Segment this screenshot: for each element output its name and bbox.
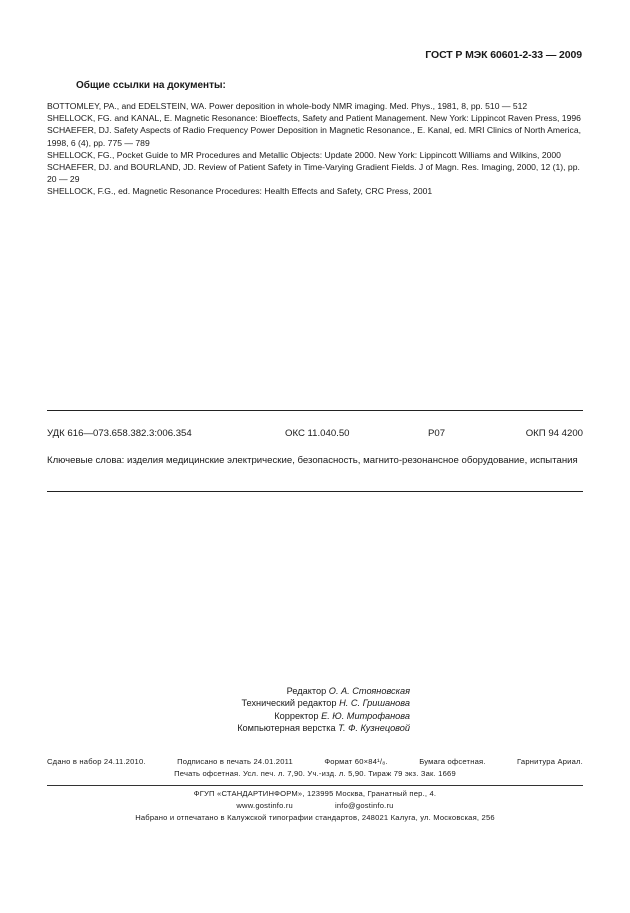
publisher-contacts [47, 800, 583, 812]
references-heading: Общие ссылки на документы: [76, 80, 226, 91]
reference-item: SHELLOCK, FG. and KANAL, E. Magnetic Resonance: Bioeffects, Safety and Patient Management. New York: Lippincot Raven Press, 1996 [47, 113, 581, 124]
staff-line [180, 710, 410, 722]
classification-row [47, 428, 583, 442]
oks-code: ОКС 11.040.50 [285, 428, 350, 439]
staff-line [180, 722, 410, 734]
editorial-staff [180, 685, 410, 734]
staff-role: Редактор [286, 686, 327, 696]
staff-name: Н. С. Гришанова [339, 698, 410, 709]
staff-role: Технический редактор [241, 698, 337, 709]
divider-top [47, 410, 583, 411]
reference-item: SHELLOCK, FG., Pocket Guide to MR Procedures and Metallic Objects: Update 2000. New York: Lippincott Williams and Wilkins, 2000 [47, 149, 561, 160]
imprint-line-1 [47, 756, 583, 768]
printing-house: Набрано и отпечатано в Калужской типографии стандартов, 248021 Калуга, ул. Московская, 256 [135, 813, 495, 823]
reference-item: BOTTOMLEY, PA., and EDELSTEIN, WA. Power deposition in whole-body NMR imaging. Med. Phys., 1981, 8, pp. 510 — 512 [47, 101, 528, 111]
references-list [47, 100, 583, 198]
keywords: Ключевые слова: изделия медицинские электрические, безопасность, магнито-резонансное оборудование, испытания [47, 455, 578, 466]
okp-code: ОКП 94 4200 [525, 428, 583, 439]
staff-name: Е. Ю. Митрофанова [321, 710, 410, 721]
staff-name: О. А. Стояновская [328, 686, 410, 696]
imprint-part: Бумага офсетная. [419, 757, 486, 766]
reference-item: SCHAEFER, DJ. Safety Aspects of Radio Frequency Power Deposition in Magnetic Resonance., E. Kanal, ed. MRI Clinics of North America, 1998, 6 (4), pp. 775 — 789 [47, 125, 581, 148]
imprint-part: Формат 60×84¹/₈. [324, 757, 388, 766]
publisher-name-address: ФГУП «СТАНДАРТИНФОРМ», 123995 Москва, Гранатный пер., 4. [193, 789, 437, 798]
staff-line [180, 697, 410, 709]
print-imprint [47, 756, 583, 780]
staff-role: Корректор [274, 710, 319, 721]
staff-line [180, 685, 410, 697]
staff-role: Компьютерная верстка [237, 722, 336, 733]
imprint-part: Гарнитура Ариал. [517, 757, 583, 766]
udk-code: УДК 616—073.658.382.3:006.354 [47, 428, 192, 439]
reference-item: SHELLOCK, F.G., ed. Magnetic Resonance Procedures: Health Effects and Safety, CRC Press, 2001 [47, 186, 433, 197]
group-code: Р07 [428, 428, 446, 439]
imprint-line-2: Печать офсетная. Усл. печ. л. 7,90. Уч.-изд. л. 5,90. Тираж 79 экз. Зак. 1669 [174, 769, 456, 778]
divider-publisher [47, 785, 583, 786]
publisher-email: info@gostinfo.ru [334, 801, 394, 811]
staff-name: Т. Ф. Кузнецовой [338, 722, 410, 733]
publisher-website: www.gostinfo.ru [236, 801, 293, 811]
publisher-info [47, 788, 583, 825]
divider-bottom [47, 491, 583, 492]
standard-code-header: ГОСТ Р МЭК 60601-2-33 — 2009 [425, 49, 582, 61]
reference-item: SCHAEFER, DJ. and BOURLAND, JD. Review of Patient Safety in Time-Varying Gradient Fields. J of Magn. Res. Imaging, 2000, 12 (1), pp. 20 — 29 [47, 162, 580, 185]
imprint-part: Сдано в набор 24.11.2010. [47, 757, 146, 766]
imprint-part: Подписано в печать 24.01.2011 [177, 757, 293, 766]
